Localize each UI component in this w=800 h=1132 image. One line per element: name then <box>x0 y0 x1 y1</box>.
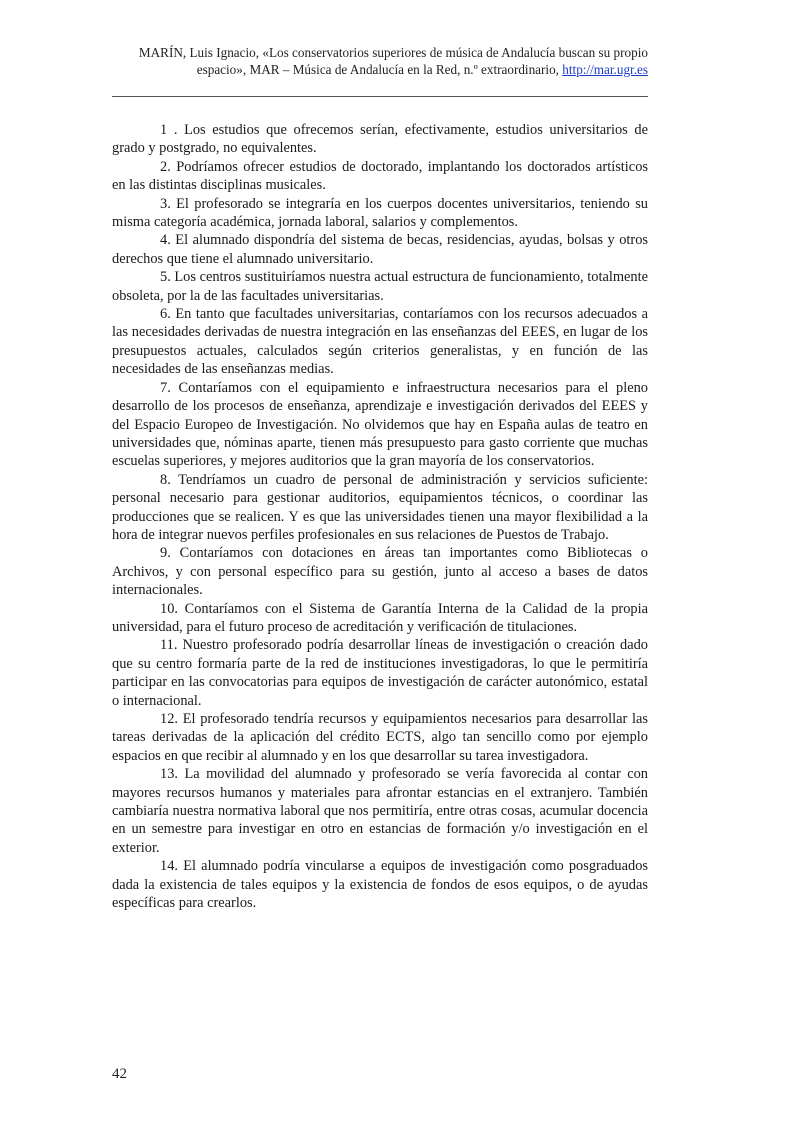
running-header <box>112 44 648 78</box>
header-citation: MARÍN, Luis Ignacio, «Los conservatorios superiores de música de Andalucía buscan su propio espacio», MAR – Música de Andalucía en la Red, n.º extraordinario, <box>138 45 648 77</box>
paragraph-3: 3. El profesorado se integraría en los cuerpos docentes universitarios, teniendo su misma categoría académica, jornada laboral, salarios y complementos. <box>112 195 648 231</box>
paragraph-8: 8. Tendríamos un cuadro de personal de administración y servicios suficiente: personal necesario para gestionar auditorios, equipamientos técnicos, o coordinar las producciones que se realicen. Y es que las universidades tienen una mayor flexibilidad a la hora de integrar nuevos perfiles profesionales en sus relaciones de Puestos de Trabajo. <box>112 471 648 543</box>
document-body <box>112 121 648 912</box>
paragraph-12: 12. El profesorado tendría recursos y equipamientos necesarios para desarrollar las tareas derivadas de la aplicación del crédito ECTS, algo tan sencillo como por ejemplo espacios en que recibir al alumnado y en los que desarrollar su tarea investigadora. <box>112 711 648 764</box>
paragraph-10: 10. Contaríamos con el Sistema de Garantía Interna de la Calidad de la propia universidad, para el futuro proceso de acreditación y verificación de titulaciones. <box>112 600 648 635</box>
paragraph-4: 4. El alumnado dispondría del sistema de becas, residencias, ayudas, bolsas y otros derechos que tiene el alumnado universitario. <box>112 232 648 267</box>
paragraph-6: 6. En tanto que facultades universitarias, contaríamos con los recursos adecuados a las necesidades derivadas de nuestra integración en las enseñanzas del EEES, en lugar de los presupuestos actuales, calculados según criterios generalistas, y en función de las necesidades de las enseñanzas medias. <box>112 306 648 378</box>
paragraph-13: 13. La movilidad del alumnado y profesorado se vería favorecida al contar con mayores recursos humanos y materiales para afrontar estancias en el extranjero. También cambiaría nuestra normativa laboral que nos permitiría, entre otras cosas, acumular docencia en un semestre para investigar en otro en estancias de formación y/o investigación en el exterior. <box>112 766 648 856</box>
header-url-link[interactable]: http://mar.ugr.es <box>562 62 648 77</box>
paragraph-14: 14. El alumnado podría vincularse a equipos de investigación como posgraduados dada la existencia de tales equipos y la existencia de fondos de esos equipos, o de ayudas específicas para crearlos. <box>112 858 648 912</box>
paragraph-1: 1 . Los estudios que ofrecemos serían, efectivamente, estudios universitarios de grado y postgrado, no equivalentes. <box>112 122 648 157</box>
paragraph-7: 7. Contaríamos con el equipamiento e infraestructura necesarios para el pleno desarrollo de los procesos de enseñanza, aprendizaje e investigación derivados del EEES y del Espacio Europeo de Investigación. No olvidemos que hay en España aulas de teatro en universidades que, nóminas aparte, tienen más presupuesto para gasto corriente que muchas escuelas superiores, y mejores auditorios que la gran mayoría de los conservatorios. <box>112 379 648 470</box>
header-divider <box>112 96 648 97</box>
paragraph-11: 11. Nuestro profesorado podría desarrollar líneas de investigación o creación dado que su centro formaría parte de la red de instituciones investigadoras, lo que le permitiría participar en las convocatorias para equipos de investigación de carácter autonómico, estatal o internacional. <box>112 637 648 709</box>
page-number: 42 <box>112 1066 127 1082</box>
paragraph-9: 9. Contaríamos con dotaciones en áreas tan importantes como Bibliotecas o Archivos, y con personal específico para su gestión, junto al acceso a bases de datos internacionales. <box>112 545 648 599</box>
paragraph-5: 5. Los centros sustituiríamos nuestra actual estructura de funcionamiento, totalmente obsoleta, por la de las facultades universitarias. <box>112 269 648 304</box>
paragraph-2: 2. Podríamos ofrecer estudios de doctorado, implantando los doctorados artísticos en las distintas disciplinas musicales. <box>112 158 648 194</box>
